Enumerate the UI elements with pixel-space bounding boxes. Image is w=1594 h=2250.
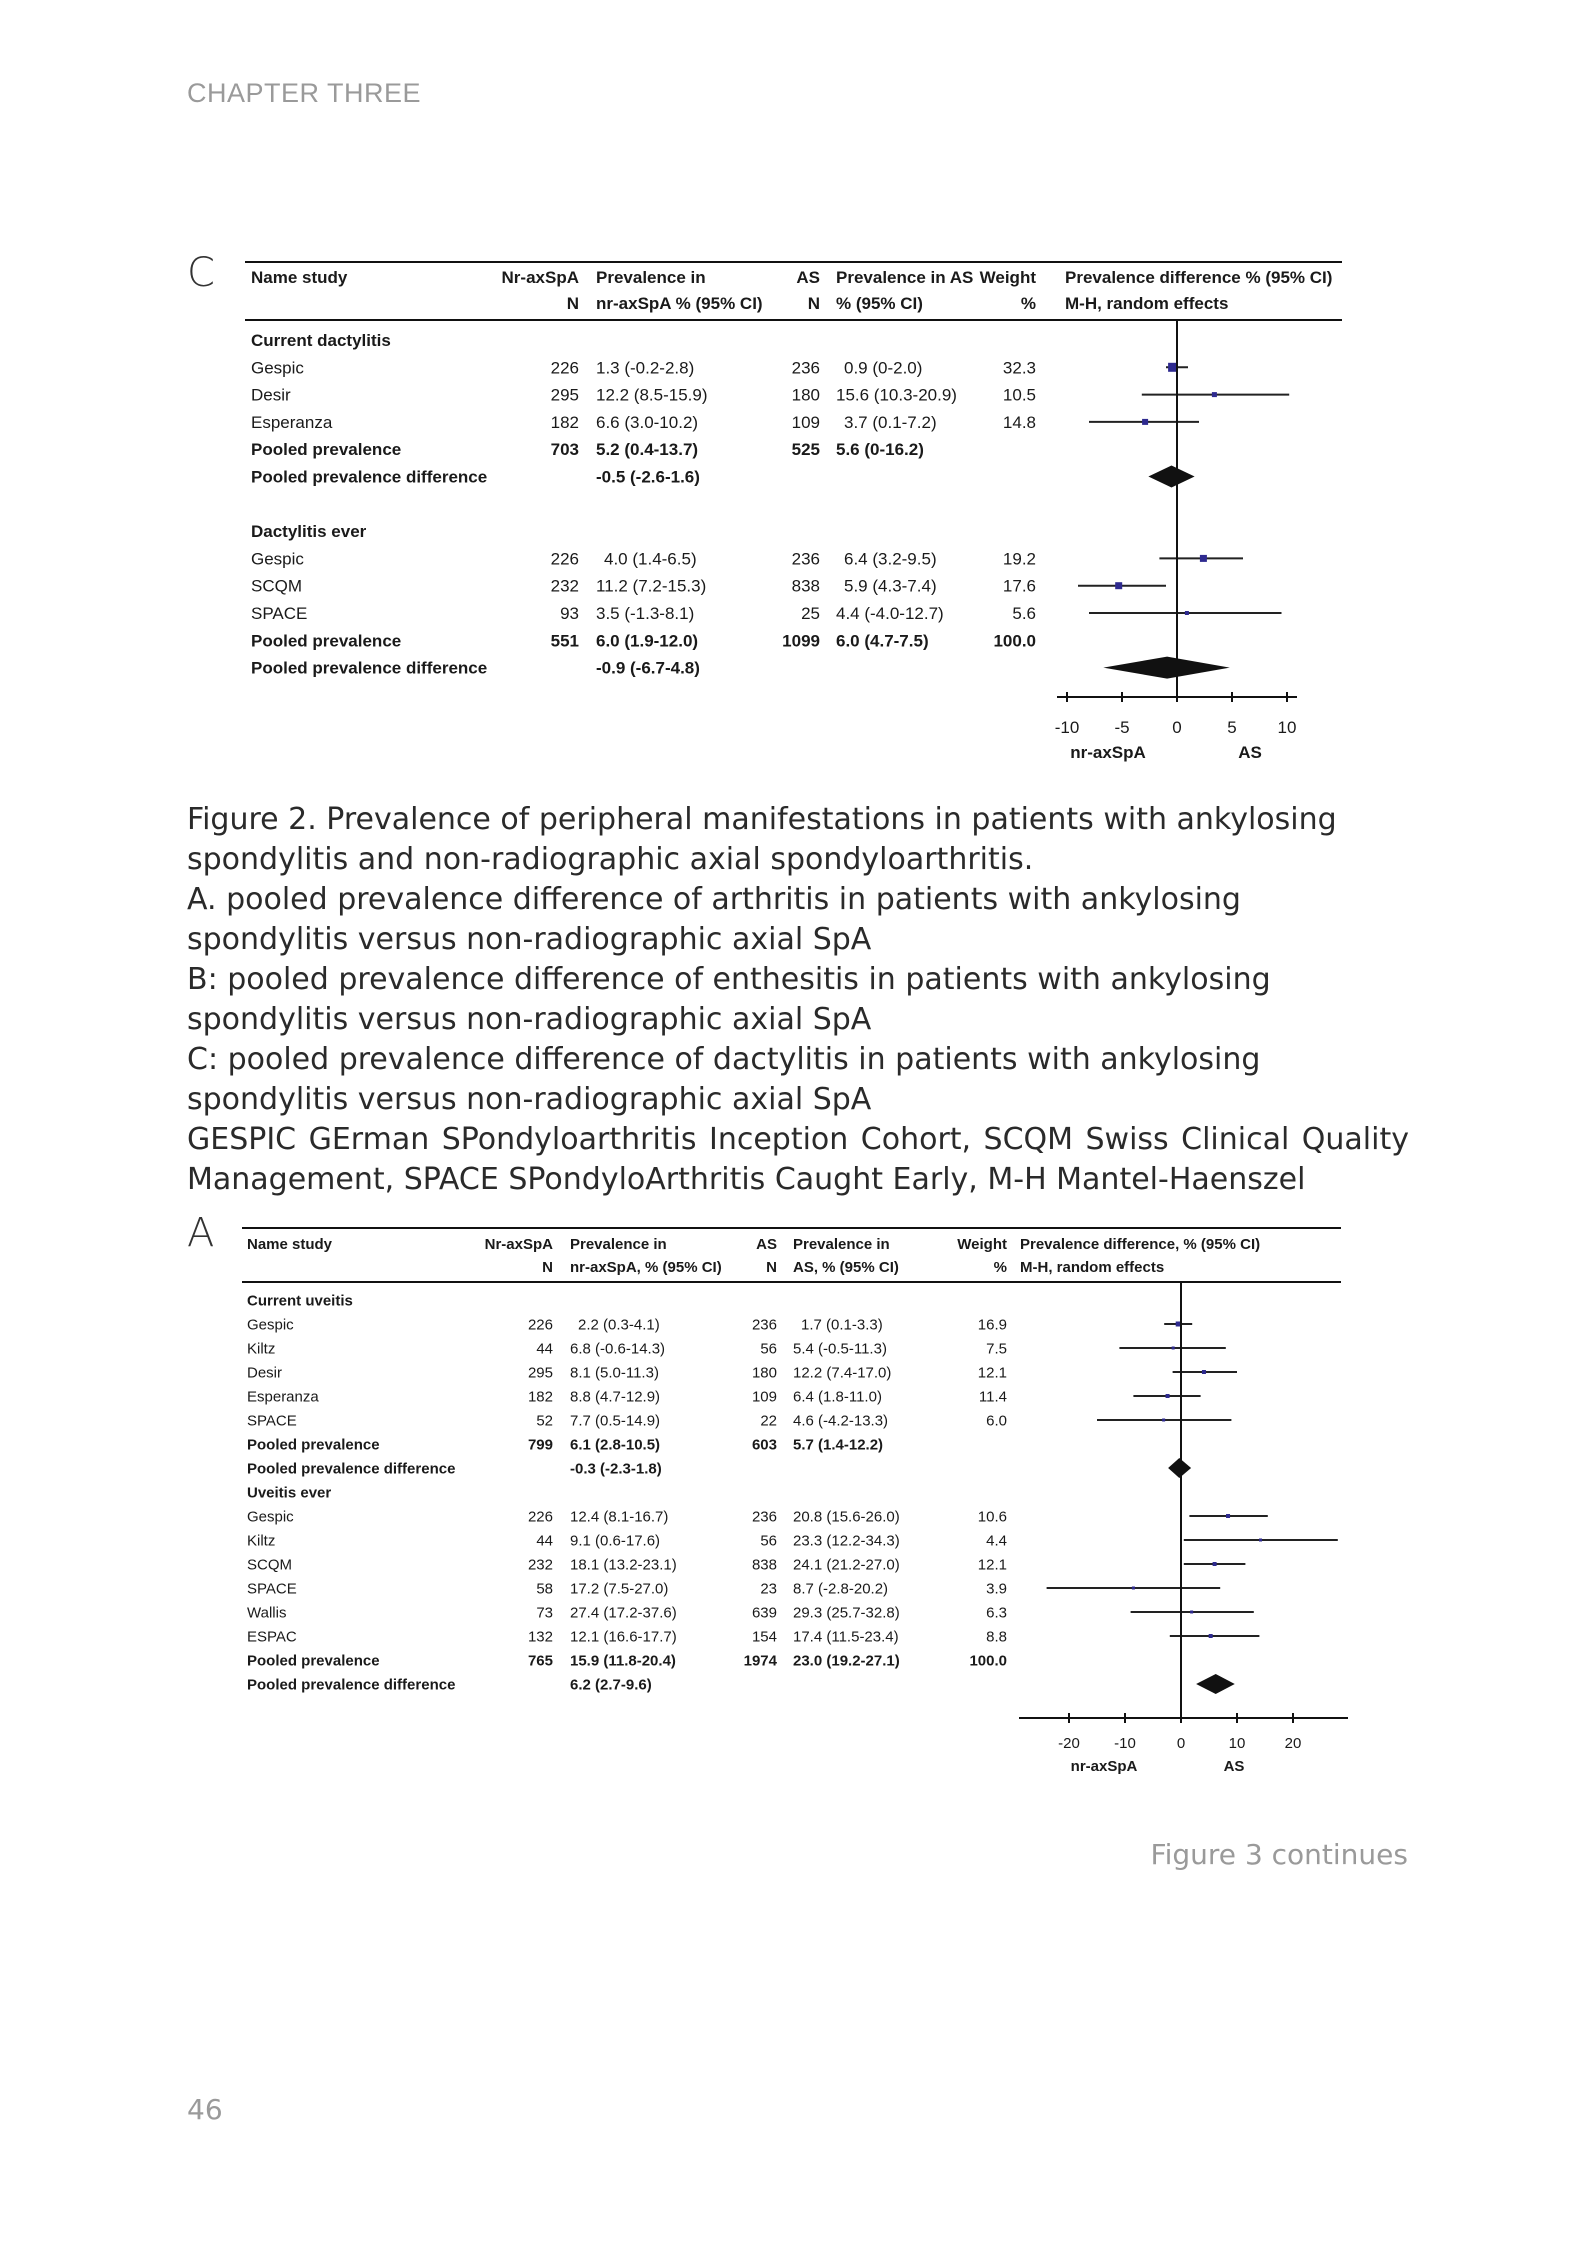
as-n-value: 838	[751, 1556, 777, 1574]
effect-estimate-square	[1213, 1562, 1217, 1566]
nr-prevalence-value: 1.3 (-0.2-2.8)	[596, 358, 695, 378]
caption-line: A. pooled prevalence difference of arthritis in patients with ankylosing spondylitis versus non-radiographic axial SpA	[187, 882, 1241, 957]
nr-prevalence-value: -0.3 (-2.3-1.8)	[570, 1460, 662, 1478]
study-name: SCQM	[251, 576, 302, 596]
study-name: Wallis	[247, 1604, 287, 1622]
as-n-value: 23	[760, 1580, 777, 1598]
axis-right-label: AS	[1238, 743, 1262, 762]
as-prevalence-value: 6.4 (1.8-11.0)	[793, 1388, 882, 1406]
study-name: Gespic	[247, 1316, 294, 1334]
study-name: ESPAC	[247, 1628, 297, 1646]
effect-estimate-square	[1209, 1634, 1213, 1638]
nr-prevalence-value: 4.0 (1.4-6.5)	[604, 549, 697, 569]
study-name: Gespic	[251, 549, 304, 569]
effect-estimate-square	[1259, 1539, 1262, 1542]
study-name: Pooled prevalence difference	[251, 658, 488, 678]
nr-prevalence-value: 6.1 (2.8-10.5)	[570, 1436, 661, 1454]
as-n-value: 838	[791, 576, 820, 596]
weight-value: 6.3	[986, 1604, 1007, 1622]
nr-prevalence-value: 6.2 (2.7-9.6)	[570, 1676, 652, 1694]
nr-prevalence-value: 17.2 (7.5-27.0)	[570, 1580, 669, 1598]
nr-n-value: 58	[536, 1580, 553, 1598]
header-name-study: Name study	[247, 1236, 333, 1253]
as-n-value: 639	[751, 1604, 777, 1622]
effect-estimate-square	[1200, 555, 1207, 562]
as-n-value: 109	[791, 412, 820, 432]
weight-value: 14.8	[1002, 412, 1036, 432]
as-prevalence-value: 5.9 (4.3-7.4)	[844, 576, 937, 596]
caption-abbrev-line: GESPIC GErman SPondyloarthritis Inception Cohort, SCQM Swiss Clinical Quality	[187, 1122, 1409, 1157]
x-axis-tick-label: 5	[1227, 718, 1237, 737]
effect-estimate-square	[1212, 392, 1217, 397]
x-axis-tick-label: -20	[1058, 1735, 1080, 1752]
weight-value: 17.6	[1002, 576, 1036, 596]
as-prevalence-value: 6.4 (3.2-9.5)	[844, 549, 937, 569]
as-n-value: 236	[791, 549, 820, 569]
as-n-value: 236	[751, 1508, 777, 1526]
effect-estimate-square	[1185, 611, 1189, 615]
header-weight: %	[1020, 294, 1036, 313]
nr-n-value: 295	[550, 385, 579, 405]
nr-n-value: 182	[550, 412, 579, 432]
weight-value: 3.9	[986, 1580, 1007, 1598]
caption-line: B: pooled prevalence difference of enthesitis in patients with ankylosing spondylitis versus non-radiographic axial SpA	[187, 962, 1271, 1037]
as-prevalence-value: 23.0 (19.2-27.1)	[793, 1652, 900, 1670]
x-axis-tick-label: 10	[1228, 1735, 1246, 1752]
x-axis-tick-label: 0	[1172, 718, 1182, 737]
header-difference: M-H, random effects	[1065, 294, 1229, 313]
page-number: 46	[187, 2093, 223, 2126]
as-prevalence-value: 5.6 (0-16.2)	[836, 440, 924, 460]
as-n-value: 236	[751, 1316, 777, 1334]
study-name: Esperanza	[247, 1388, 319, 1406]
as-n-value: 180	[791, 385, 820, 405]
as-prevalence-value: 17.4 (11.5-23.4)	[793, 1628, 899, 1646]
chapter-header: CHAPTER THREE	[187, 78, 422, 108]
nr-n-value: 226	[527, 1316, 553, 1334]
weight-value: 10.5	[1002, 385, 1036, 405]
study-name: Pooled prevalence difference	[247, 1676, 456, 1694]
effect-estimate-square	[1202, 1370, 1206, 1374]
nr-prevalence-value: 11.2 (7.2-15.3)	[596, 576, 707, 596]
nr-prevalence-value: 8.8 (4.7-12.9)	[570, 1388, 661, 1406]
header-difference: M-H, random effects	[1020, 1259, 1165, 1276]
weight-value: 6.0	[986, 1412, 1007, 1430]
study-name: Pooled prevalence	[247, 1436, 380, 1454]
study-name: SPACE	[247, 1412, 297, 1430]
subgroup-label: Uveitis ever	[247, 1484, 332, 1502]
nr-n-value: 232	[527, 1556, 553, 1574]
weight-value: 4.4	[986, 1532, 1007, 1550]
as-n-value: 154	[751, 1628, 777, 1646]
nr-n-value: 73	[536, 1604, 553, 1622]
effect-estimate-square	[1176, 1322, 1181, 1327]
effect-estimate-square	[1115, 582, 1122, 589]
as-prevalence-value: 23.3 (12.2-34.3)	[793, 1532, 900, 1550]
as-prevalence-value: 3.7 (0.1-7.2)	[844, 412, 937, 432]
study-name: Pooled prevalence	[251, 440, 402, 460]
nr-prevalence-value: 12.2 (8.5-15.9)	[596, 385, 708, 405]
x-axis-tick-label: -10	[1054, 718, 1080, 737]
study-name: SPACE	[251, 603, 308, 623]
study-name: Desir	[251, 385, 291, 405]
nr-n-value: 93	[560, 603, 579, 623]
as-n-value: 603	[751, 1436, 777, 1454]
study-name: Pooled prevalence difference	[251, 467, 488, 487]
header-nr-n: N	[566, 294, 579, 313]
as-prevalence-value: 12.2 (7.4-17.0)	[793, 1364, 892, 1382]
as-n-value: 525	[791, 440, 820, 460]
nr-n-value: 44	[536, 1532, 553, 1550]
subgroup-label: Current uveitis	[247, 1292, 353, 1310]
as-prevalence-value: 4.6 (-4.2-13.3)	[793, 1412, 889, 1430]
pooled-diamond	[1103, 657, 1230, 679]
as-prevalence-value: 24.1 (21.2-27.0)	[793, 1556, 900, 1574]
as-prevalence-value: 5.7 (1.4-12.2)	[793, 1436, 884, 1454]
x-axis-tick-label: 0	[1176, 1735, 1186, 1752]
x-axis-tick-label: 20	[1284, 1735, 1302, 1752]
header-nr-prevalence: nr-axSpA % (95% CI)	[596, 294, 763, 313]
weight-value: 11.4	[978, 1388, 1007, 1406]
header-as-prevalence: AS, % (95% CI)	[793, 1259, 899, 1276]
as-prevalence-value: 5.4 (-0.5-11.3)	[793, 1340, 887, 1358]
header-nr-n: N	[542, 1259, 553, 1276]
nr-n-value: 551	[550, 631, 579, 651]
nr-n-value: 132	[527, 1628, 553, 1646]
study-name: Kiltz	[247, 1340, 276, 1358]
as-n-value: 236	[791, 358, 820, 378]
weight-value: 16.9	[977, 1316, 1007, 1334]
subgroup-label: Current dactylitis	[251, 330, 391, 350]
header-as-n: N	[766, 1259, 777, 1276]
caption-abbrev-line: Management, SPACE SPondyloArthritis Caught Early, M-H Mantel-Haenszel	[187, 1162, 1306, 1197]
nr-prevalence-value: 2.2 (0.3-4.1)	[578, 1316, 660, 1334]
nr-n-value: 295	[527, 1364, 553, 1382]
study-name: Kiltz	[247, 1532, 276, 1550]
nr-n-value: 44	[536, 1340, 553, 1358]
axis-left-label: nr-axSpA	[1070, 1758, 1138, 1775]
panel-label-a: A	[187, 1210, 215, 1256]
weight-value: 100.0	[969, 1652, 1007, 1670]
header-weight: Weight	[979, 268, 1036, 287]
nr-prevalence-value: 9.1 (0.6-17.6)	[570, 1532, 661, 1550]
header-as-n: AS	[756, 1236, 777, 1253]
nr-prevalence-value: 12.4 (8.1-16.7)	[570, 1508, 669, 1526]
as-n-value: 109	[751, 1388, 777, 1406]
effect-estimate-square	[1168, 363, 1177, 372]
study-name: Pooled prevalence	[247, 1652, 380, 1670]
as-prevalence-value: 8.7 (-2.8-20.2)	[793, 1580, 889, 1598]
figure-caption	[187, 800, 1409, 1200]
as-n-value: 1974	[743, 1652, 777, 1670]
nr-n-value: 799	[527, 1436, 553, 1454]
study-name: Pooled prevalence difference	[247, 1460, 456, 1478]
as-n-value: 22	[760, 1412, 777, 1430]
as-prevalence-value: 0.9 (0-2.0)	[844, 358, 923, 378]
nr-n-value: 703	[550, 440, 579, 460]
x-axis-tick-label: 10	[1277, 718, 1297, 737]
axis-left-label: nr-axSpA	[1070, 743, 1146, 762]
header-weight: %	[993, 1259, 1007, 1276]
study-name: Pooled prevalence	[251, 631, 402, 651]
nr-prevalence-value: -0.5 (-2.6-1.6)	[596, 467, 700, 487]
header-as-n: N	[807, 294, 820, 313]
weight-value: 19.2	[1002, 549, 1036, 569]
nr-prevalence-value: 12.1 (16.6-17.7)	[570, 1628, 677, 1646]
weight-value: 10.6	[977, 1508, 1007, 1526]
pooled-diamond	[1168, 1458, 1191, 1478]
header-as-prevalence: % (95% CI)	[836, 294, 923, 313]
caption-line: C: pooled prevalence difference of dactylitis in patients with ankylosing spondylitis versus non-radiographic axial SpA	[187, 1042, 1261, 1117]
as-n-value: 56	[760, 1340, 777, 1358]
header-as-prevalence: Prevalence in AS	[836, 268, 974, 287]
study-name: SCQM	[247, 1556, 292, 1574]
effect-estimate-square	[1166, 1394, 1170, 1398]
header-nr-prevalence: nr-axSpA, % (95% CI)	[570, 1259, 722, 1276]
nr-n-value: 182	[527, 1388, 553, 1406]
nr-n-value: 52	[536, 1412, 553, 1430]
nr-n-value: 226	[550, 549, 579, 569]
subgroup-label: Dactylitis ever	[251, 522, 367, 542]
as-prevalence-value: 15.6 (10.3-20.9)	[836, 385, 957, 405]
nr-prevalence-value: 6.6 (3.0-10.2)	[596, 412, 699, 432]
as-prevalence-value: 1.7 (0.1-3.3)	[801, 1316, 883, 1334]
as-prevalence-value: 4.4 (-4.0-12.7)	[836, 603, 944, 623]
header-name-study: Name study	[251, 268, 348, 287]
header-nr-prevalence: Prevalence in	[570, 1236, 667, 1253]
x-axis-tick-label: -10	[1114, 1735, 1136, 1752]
header-nr-prevalence: Prevalence in	[596, 268, 706, 287]
header-difference: Prevalence difference, % (95% CI)	[1020, 1236, 1261, 1253]
nr-n-value: 226	[550, 358, 579, 378]
nr-prevalence-value: 3.5 (-1.3-8.1)	[596, 603, 695, 623]
header-weight: Weight	[957, 1236, 1007, 1253]
effect-estimate-square	[1132, 1587, 1135, 1590]
effect-estimate-square	[1142, 419, 1148, 425]
weight-value: 7.5	[986, 1340, 1007, 1358]
weight-value: 12.1	[977, 1364, 1007, 1382]
header-nr-n: Nr-axSpA	[501, 268, 579, 287]
weight-value: 12.1	[977, 1556, 1007, 1574]
nr-n-value: 765	[527, 1652, 553, 1670]
effect-estimate-square	[1226, 1514, 1230, 1518]
effect-estimate-square	[1162, 1419, 1165, 1422]
header-difference: Prevalence difference % (95% CI)	[1065, 268, 1333, 287]
effect-estimate-square	[1172, 1347, 1175, 1350]
nr-prevalence-value: 15.9 (11.8-20.4)	[570, 1652, 676, 1670]
nr-n-value: 232	[550, 576, 579, 596]
caption-line: Figure 2. Prevalence of peripheral manifestations in patients with ankylosing spondylitis and non-radiographic axial spondyloarthritis.	[187, 802, 1337, 877]
effect-estimate-square	[1190, 1611, 1193, 1614]
as-prevalence-value: 29.3 (25.7-32.8)	[793, 1604, 900, 1622]
weight-value: 5.6	[1012, 603, 1036, 623]
nr-prevalence-value: 6.8 (-0.6-14.3)	[570, 1340, 666, 1358]
nr-n-value: 226	[527, 1508, 553, 1526]
nr-prevalence-value: 7.7 (0.5-14.9)	[570, 1412, 661, 1430]
weight-value: 100.0	[993, 631, 1036, 651]
weight-value: 8.8	[986, 1628, 1007, 1646]
panel-label-c: C	[187, 250, 215, 296]
header-nr-n: Nr-axSpA	[484, 1236, 553, 1253]
x-axis-tick-label: -5	[1114, 718, 1130, 737]
weight-value: 32.3	[1002, 358, 1036, 378]
as-prevalence-value: 6.0 (4.7-7.5)	[836, 631, 929, 651]
pooled-diamond	[1196, 1674, 1235, 1694]
study-name: Gespic	[247, 1508, 294, 1526]
nr-prevalence-value: 18.1 (13.2-23.1)	[570, 1556, 677, 1574]
study-name: Gespic	[251, 358, 304, 378]
as-n-value: 1099	[782, 631, 820, 651]
header-as-prevalence: Prevalence in	[793, 1236, 890, 1253]
header-as-n: AS	[796, 268, 820, 287]
as-n-value: 56	[760, 1532, 777, 1550]
study-name: Esperanza	[251, 412, 333, 432]
nr-prevalence-value: -0.9 (-6.7-4.8)	[596, 658, 700, 678]
axis-right-label: AS	[1223, 1758, 1245, 1775]
as-n-value: 25	[801, 603, 820, 623]
study-name: SPACE	[247, 1580, 297, 1598]
figure-continues-note: Figure 3 continues	[1150, 1838, 1408, 1871]
nr-prevalence-value: 6.0 (1.9-12.0)	[596, 631, 699, 651]
study-name: Desir	[247, 1364, 283, 1382]
nr-prevalence-value: 5.2 (0.4-13.7)	[596, 440, 699, 460]
as-n-value: 180	[751, 1364, 777, 1382]
pooled-diamond	[1148, 466, 1194, 488]
nr-prevalence-value: 27.4 (17.2-37.6)	[570, 1604, 677, 1622]
as-prevalence-value: 20.8 (15.6-26.0)	[793, 1508, 900, 1526]
nr-prevalence-value: 8.1 (5.0-11.3)	[570, 1364, 659, 1382]
